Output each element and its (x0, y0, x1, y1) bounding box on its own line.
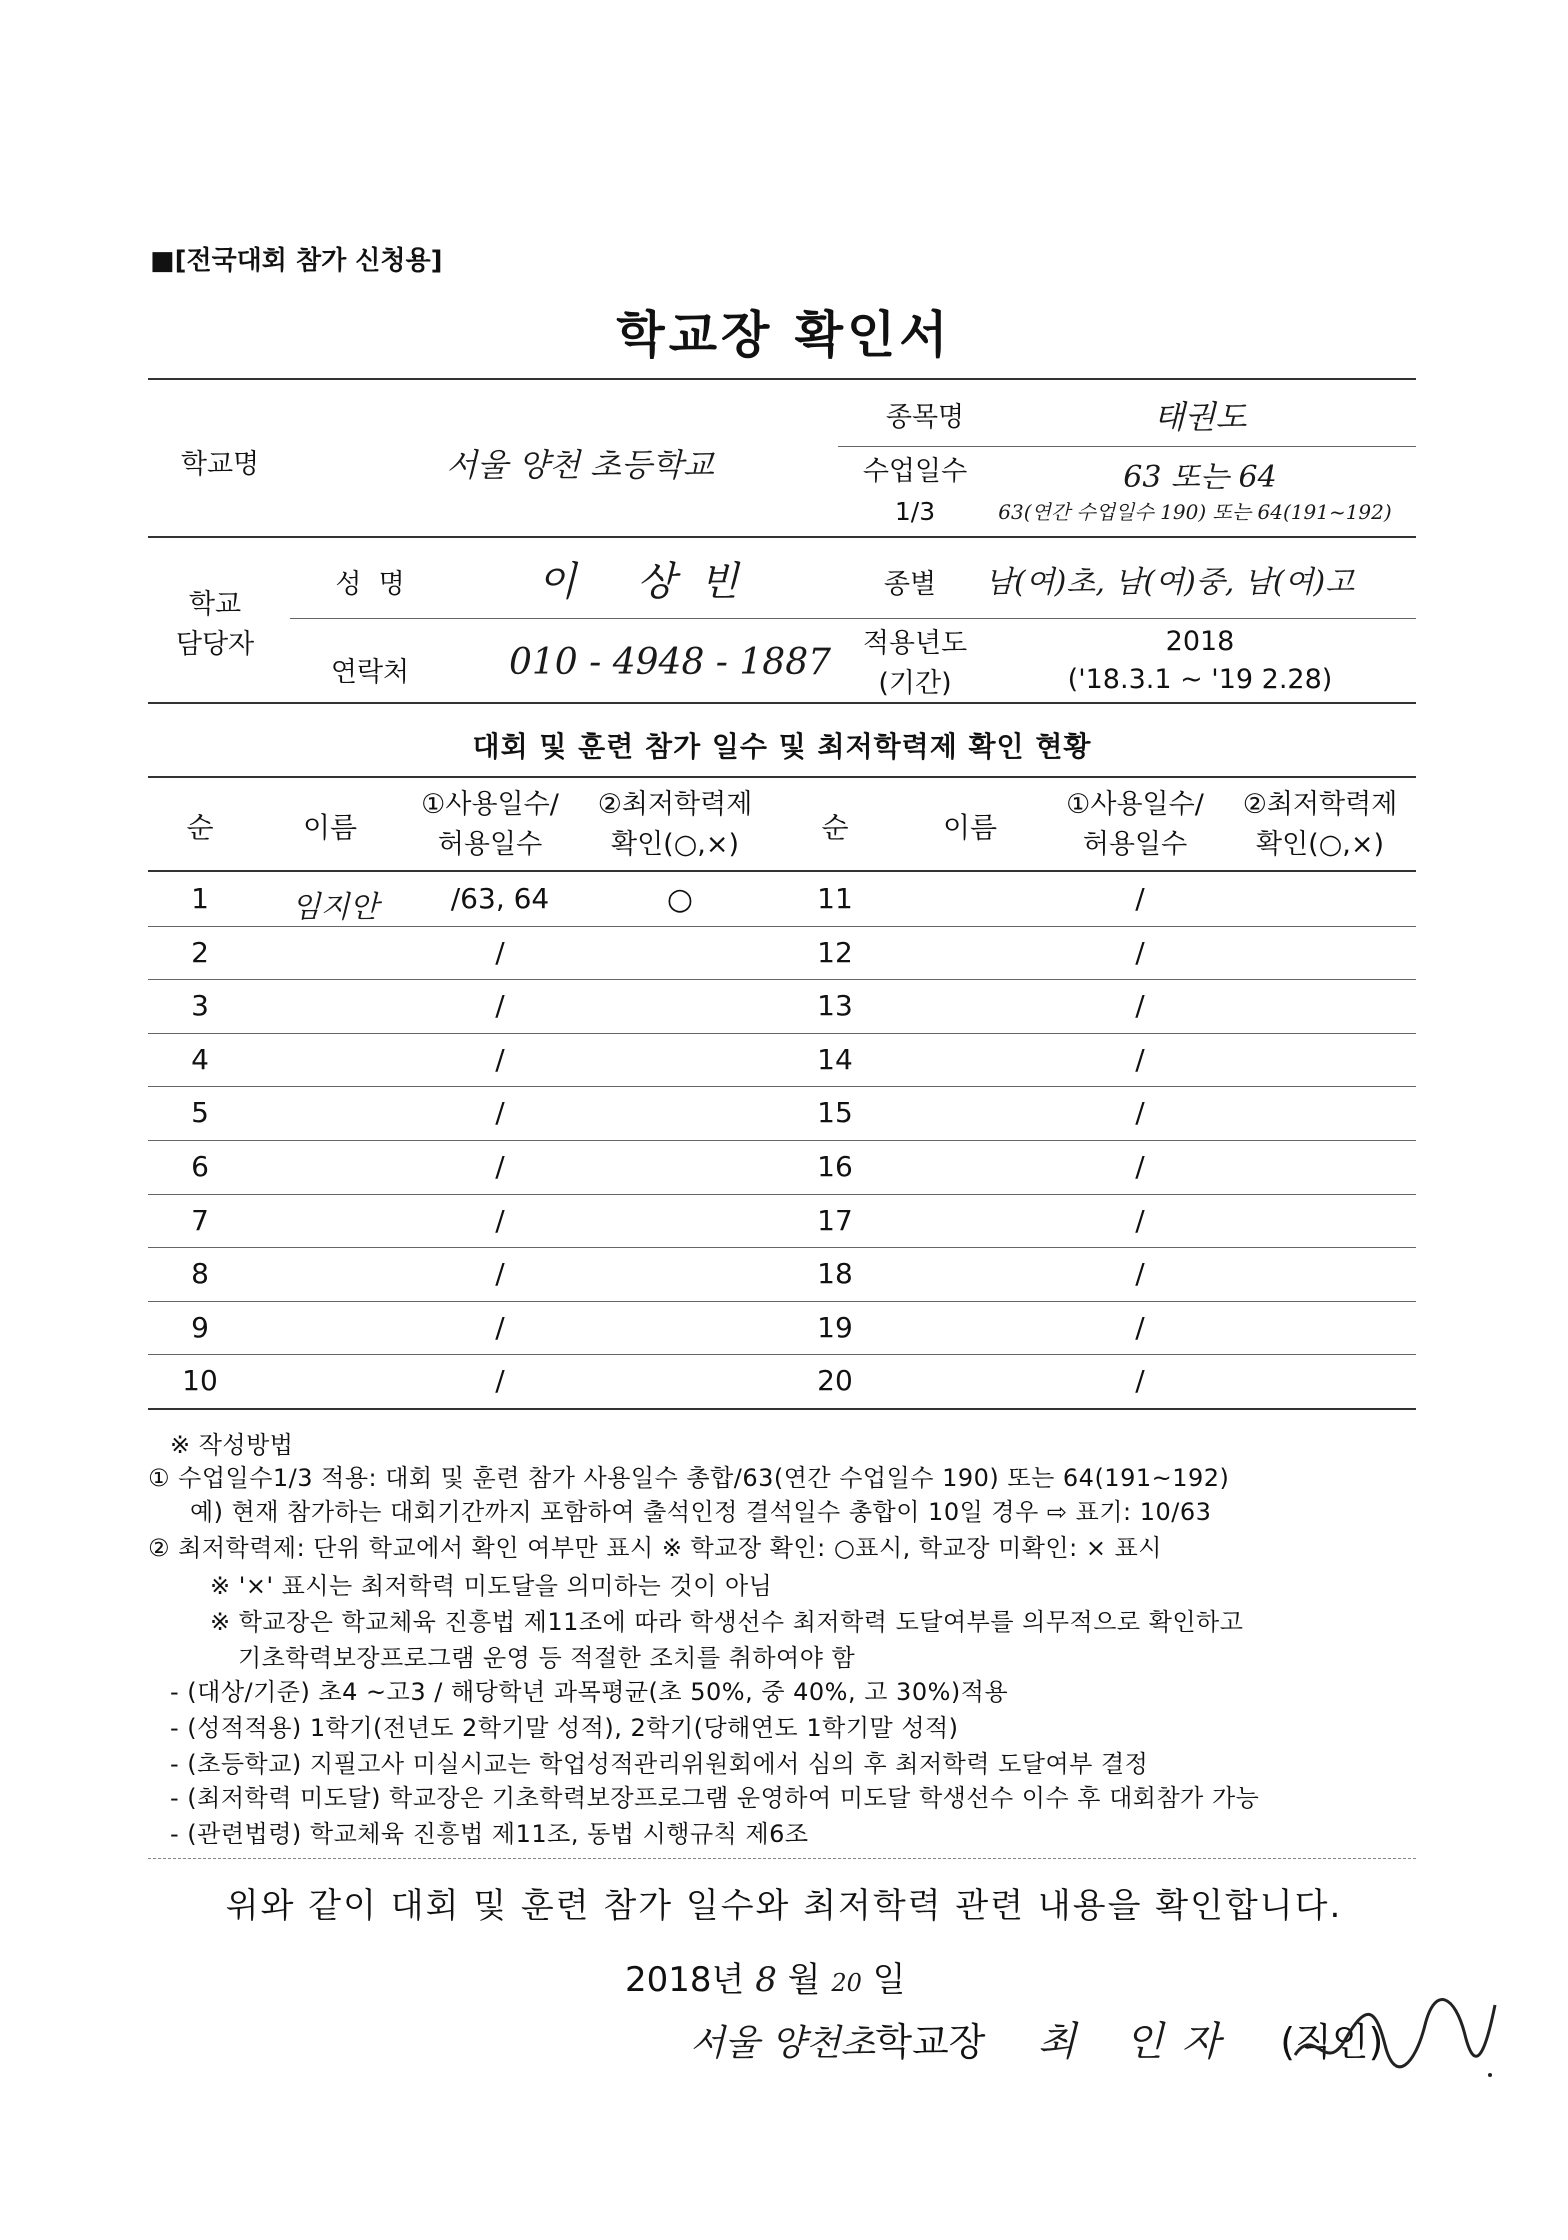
principal-signature (690, 2010, 1383, 2067)
cell-no: 3 (191, 989, 209, 1022)
cell-no: 4 (191, 1043, 209, 1076)
header-min-right-line1: ②최저학력제 (1242, 789, 1398, 820)
cell-check: ○ (666, 882, 694, 917)
note-line: ① 수업일수1/3 적용: 대회 및 훈련 참가 사용일수 총합/63(연간 수업일수 190) 또는 64(191~192) (148, 1464, 1230, 1492)
header-days-left-line2: 허용일수 (437, 829, 543, 860)
manager-label (150, 585, 280, 665)
manager-name-label: 성 명 (335, 569, 405, 600)
info-bottom-line (148, 702, 1416, 704)
header-no-left: 순 (186, 811, 214, 844)
notes-heading: ※ 작성방법 (170, 1431, 294, 1459)
class-days-label (840, 452, 990, 532)
manager-contact-value: 010 - 4948 - 1887 (508, 642, 832, 683)
info-sport-line (838, 446, 1416, 447)
signing-date (625, 1952, 906, 2001)
cell-no: 10 (182, 1364, 218, 1397)
class-days-note: 63(연간 수업일수 190) 또는 64(191~192) (998, 500, 1392, 524)
table-title: 대회 및 훈련 참가 일수 및 최저학력제 확인 현황 (472, 730, 1092, 763)
header-days-left-line1: ①사용일수/ (421, 789, 559, 820)
header-min-left-line2: 확인(○,×) (611, 829, 739, 860)
date-year: 2018년 (625, 1960, 745, 2000)
class-days-label-line2: 1/3 (894, 497, 936, 526)
school-label: 학교명 (180, 449, 260, 480)
cell-days: / (495, 1364, 505, 1397)
note-line: 예) 현재 참가하는 대회기간까지 포함하여 출석인정 결석일수 총합이 10일 경우 ⇨ 표기: 10/63 (190, 1498, 1212, 1526)
cell-days: / (495, 1204, 505, 1237)
table-bottom-line (148, 1408, 1416, 1410)
cell-days: / (1135, 1150, 1145, 1183)
manager-label-line1: 학교 (188, 589, 242, 620)
cell-no: 12 (817, 936, 853, 969)
note-line: ※ 학교장은 학교체육 진흥법 제11조에 따라 학생선수 최저학력 도달여부를 의무적으로 확인하고 (210, 1608, 1244, 1636)
manager-contact-label: 연락처 (330, 657, 410, 688)
cell-no: 17 (817, 1204, 853, 1237)
table-header-line (148, 870, 1416, 872)
notes-bottom-line (148, 1858, 1416, 1859)
note-line: ② 최저학력제: 단위 학교에서 확인 여부만 표시 ※ 학교장 확인: ○표시, 학교장 미확인: × 표시 (148, 1534, 1162, 1562)
cell-days: / (495, 936, 505, 969)
sport-label: 종목명 (885, 402, 965, 433)
sport-value: 태권도 (1153, 398, 1247, 436)
table-row-line (148, 1086, 1416, 1087)
cell-no: 16 (817, 1150, 853, 1183)
cell-days: / (495, 989, 505, 1022)
table-row-line (148, 1354, 1416, 1355)
header-days-right-line2: 허용일수 (1082, 829, 1188, 860)
signature-title: 학교장 (875, 2020, 986, 2064)
info-mid-line (148, 536, 1416, 538)
cell-no: 7 (191, 1204, 209, 1237)
cell-days: / (1135, 936, 1145, 969)
class-days-label-line1: 수업일수 (862, 456, 968, 487)
category-value: 남(여)초, 남(여)중, 남(여)고 (985, 565, 1355, 600)
cell-days: / (1135, 1364, 1145, 1397)
cell-no: 18 (817, 1257, 853, 1290)
cell-no: 14 (817, 1043, 853, 1076)
category-label: 종별 (883, 569, 937, 600)
signature-principal-name: 최 인자 (1037, 2019, 1239, 2065)
header-min-right (1225, 785, 1415, 865)
table-row-line (148, 1247, 1416, 1248)
note-line: - (최저학력 미도달) 학교장은 기초학력보장프로그램 운영하여 미도달 학생선수 이수 후 대회참가 가능 (170, 1784, 1260, 1812)
table-row-line (148, 1194, 1416, 1195)
signature-scribble (1285, 1985, 1505, 2085)
header-name-left: 이름 (302, 811, 358, 844)
cell-days: / (495, 1096, 505, 1129)
cell-name: 임지안 (291, 890, 379, 925)
school-name-value: 서울 양천 초등학교 (446, 446, 714, 484)
cell-days: / (1135, 989, 1145, 1022)
note-line: - (대상/기준) 초4 ~고3 / 해당학년 과목평균(초 50%, 중 40%, 고 30%)적용 (170, 1678, 1009, 1706)
info-top-line (148, 378, 1416, 380)
table-row-line (148, 1033, 1416, 1034)
cell-days: / (1135, 1043, 1145, 1076)
date-month-label: 월 (787, 1960, 821, 2000)
cell-days: / (1135, 1311, 1145, 1344)
manager-name-value: 이 상빈 (537, 559, 763, 605)
cell-no: 15 (817, 1096, 853, 1129)
manager-label-line2: 담당자 (175, 629, 255, 660)
cell-days: / (495, 1150, 505, 1183)
year-value: 2018 (1165, 626, 1235, 657)
header-days-left (400, 785, 580, 865)
info-manager-line (290, 618, 1416, 619)
header-min-left (585, 785, 765, 865)
table-top-line (148, 776, 1416, 778)
year-label-line2: (기간) (878, 668, 952, 699)
cell-no: 19 (817, 1311, 853, 1344)
class-days-value: 63 또는 64 (1123, 460, 1277, 495)
cell-days: / (1135, 1204, 1145, 1237)
cell-days: / (1135, 1257, 1145, 1290)
note-line: - (관련법령) 학교체육 진흥법 제11조, 동법 시행규칙 제6조 (170, 1820, 809, 1848)
form-type-tag: ■[전국대회 참가 신청용] (150, 246, 443, 276)
cell-no: 2 (191, 936, 209, 969)
table-row-line (148, 926, 1416, 927)
signature-school-handwritten: 서울 양천초 (690, 2023, 876, 2064)
table-row-line (148, 1140, 1416, 1141)
header-days-right-line1: ①사용일수/ (1066, 789, 1204, 820)
cell-no: 11 (817, 882, 853, 915)
signature-seal-label: (직인) (1280, 2020, 1384, 2064)
note-line: ※ '×' 표시는 최저학력 미도달을 의미하는 것이 아님 (210, 1572, 773, 1600)
date-day-label: 일 (872, 1960, 906, 2000)
cell-days: /63, 64 (450, 882, 550, 915)
year-period: ('18.3.1 ~ '19 2.28) (1067, 664, 1333, 695)
header-min-right-line2: 확인(○,×) (1256, 829, 1384, 860)
cell-days: / (1135, 1096, 1145, 1129)
cell-no: 5 (191, 1096, 209, 1129)
cell-days: / (495, 1043, 505, 1076)
confirm-statement: 위와 같이 대회 및 훈련 참가 일수와 최저학력 관련 내용을 확인합니다. (225, 1886, 1343, 1926)
year-label-line1: 적용년도 (862, 628, 968, 659)
cell-no: 20 (817, 1364, 853, 1397)
cell-days: / (1135, 882, 1145, 915)
header-no-right: 순 (821, 811, 849, 844)
year-label (845, 624, 985, 704)
header-min-left-line1: ②최저학력제 (597, 789, 753, 820)
cell-days: / (495, 1311, 505, 1344)
cell-no: 1 (191, 882, 209, 915)
date-month: 8 (755, 1960, 777, 2000)
note-line: 기초학력보장프로그램 운영 등 적절한 조치를 취하여야 함 (238, 1644, 856, 1672)
cell-no: 9 (191, 1311, 209, 1344)
date-day: 20 (831, 1969, 862, 1997)
document-title: 학교장 확인서 (616, 306, 952, 364)
table-row-line (148, 1301, 1416, 1302)
note-line: - (초등학교) 지필고사 미실시교는 학업성적관리위원회에서 심의 후 최저학력 도달여부 결정 (170, 1750, 1149, 1778)
cell-no: 13 (817, 989, 853, 1022)
cell-days: / (495, 1257, 505, 1290)
cell-no: 8 (191, 1257, 209, 1290)
table-row-line (148, 979, 1416, 980)
header-name-right: 이름 (942, 811, 998, 844)
header-days-right (1045, 785, 1225, 865)
note-line: - (성적적용) 1학기(전년도 2학기말 성적), 2학기(당해연도 1학기말 성적) (170, 1714, 959, 1742)
cell-no: 6 (191, 1150, 209, 1183)
